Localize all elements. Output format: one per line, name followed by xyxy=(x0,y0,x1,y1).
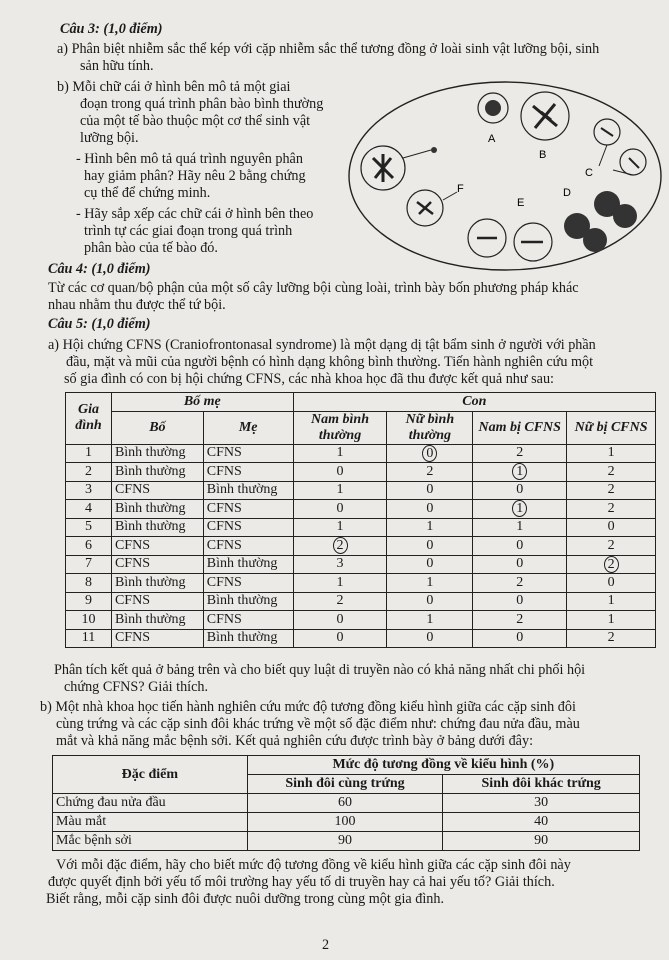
cell-fn: 0 xyxy=(387,592,473,611)
cell-fs: 2 xyxy=(567,500,656,519)
cell-id: 10 xyxy=(66,611,112,630)
q3-b-line: lưỡng bội. xyxy=(80,130,139,146)
table-row xyxy=(66,537,656,556)
q3-b1-line: cụ thể để chứng minh. xyxy=(84,185,211,201)
page-number: 2 xyxy=(322,937,330,953)
cell-ms: 1 xyxy=(473,463,567,482)
table-header-row xyxy=(53,756,640,775)
cell-ms: 0 xyxy=(473,481,567,500)
q3-b-line: b) Mỗi chữ cái ở hình bên mô tả một giai xyxy=(57,79,291,95)
q5-a-after-line: chứng CFNS? Giải thích. xyxy=(64,679,209,695)
cell-fs: 2 xyxy=(567,555,656,574)
cell-fn: 0 xyxy=(387,555,473,574)
cell-father: Bình thường xyxy=(111,444,203,463)
cell-ms: 0 xyxy=(473,537,567,556)
q3-b2-line: trình tự các giai đoạn trong quá trình xyxy=(84,223,293,239)
cell-mn: 2 xyxy=(293,537,387,556)
cell-mother: Bình thường xyxy=(203,592,293,611)
cell-mn: 1 xyxy=(293,481,387,500)
q4-title: Câu 4: (1,0 điểm) xyxy=(48,261,151,277)
q5-title: Câu 5: (1,0 điểm) xyxy=(48,316,151,332)
q3-b2-line: - Hãy sắp xếp các chữ cái ở hình bên theo xyxy=(76,206,314,222)
q3-a-line2: sản hữu tính. xyxy=(80,58,154,74)
q3-b-line: đoạn trong quá trình phân bào bình thường xyxy=(80,96,324,112)
cell-fs: 2 xyxy=(567,537,656,556)
cell-fs: 0 xyxy=(567,518,656,537)
cell-ms: 1 xyxy=(473,500,567,519)
table-row xyxy=(66,555,656,574)
cell-fn: 0 xyxy=(387,444,473,463)
q5-b-after-line: được quyết định bởi yếu tố môi trường hay yếu tố di truyền hay cả hai yếu tố? Giải thích. xyxy=(48,874,555,890)
cell-fn: 0 xyxy=(387,537,473,556)
cell-identical: 60 xyxy=(247,794,443,813)
cell-father: Bình thường xyxy=(111,611,203,630)
cell-c-icon xyxy=(585,119,646,179)
cell-mother: Bình thường xyxy=(203,555,293,574)
q4-line: Từ các cơ quan/bộ phận của một số cây lưỡng bội cùng loài, trình bày bốn phương pháp khác xyxy=(48,280,579,296)
cell-ms: 2 xyxy=(473,611,567,630)
q5-b-line: mắt và khả năng mắc bệnh sởi. Kết quả nghiên cứu được trình bày ở bảng dưới đây: xyxy=(56,733,534,749)
cell-left-icon xyxy=(361,146,437,190)
table-row xyxy=(66,574,656,593)
cell-mn: 0 xyxy=(293,500,387,519)
cell-mother: CFNS xyxy=(203,574,293,593)
cell-mn: 0 xyxy=(293,463,387,482)
table-row xyxy=(66,611,656,630)
cell-d-icon xyxy=(563,187,637,252)
table-row xyxy=(53,832,640,851)
figure-label-f: F xyxy=(457,183,464,195)
table-row xyxy=(66,444,656,463)
q3-b-line: của một tế bào thuộc một cơ thể sinh vật xyxy=(80,113,311,129)
cell-fn: 0 xyxy=(387,481,473,500)
cell-fs: 0 xyxy=(567,574,656,593)
cell-fn: 1 xyxy=(387,574,473,593)
table-row xyxy=(66,592,656,611)
cell-father: CFNS xyxy=(111,537,203,556)
cell-id: 9 xyxy=(66,592,112,611)
twins-table xyxy=(52,755,640,851)
head-fraternal: Sinh đôi khác trứng xyxy=(443,775,640,794)
cell-fn: 0 xyxy=(387,629,473,648)
head-identical: Sinh đôi cùng trứng xyxy=(247,775,443,794)
q3-b1-line: hay giảm phân? Hãy nêu 2 bằng chứng xyxy=(84,168,306,184)
cell-id: 6 xyxy=(66,537,112,556)
cell-ms: 2 xyxy=(473,444,567,463)
q3-a-line1: a) Phân biệt nhiễm sắc thể kép với cặp nhiễm sắc thể tương đồng ở loài sinh vật lưỡng bội, sinh xyxy=(57,41,600,57)
head-trait: Đặc điểm xyxy=(53,756,248,794)
cell-father: CFNS xyxy=(111,481,203,500)
cell-identical: 90 xyxy=(247,832,443,851)
q5-a-line: đầu, mặt và mũi của người bệnh có hình dạng không bình thường. Tiến hành nghiên cứu một xyxy=(66,354,594,370)
head-children: Con xyxy=(293,393,655,412)
cell-id: 5 xyxy=(66,518,112,537)
cell-father: Bình thường xyxy=(111,518,203,537)
cell-father: Bình thường xyxy=(111,500,203,519)
cell-ms: 2 xyxy=(473,574,567,593)
cell-trait: Chứng đau nửa đầu xyxy=(53,794,248,813)
cell-mn: 0 xyxy=(293,611,387,630)
table-row xyxy=(66,518,656,537)
cell-fraternal: 90 xyxy=(443,832,640,851)
cell-father: CFNS xyxy=(111,555,203,574)
q5-b-line: b) Một nhà khoa học tiến hành nghiên cứu mức độ tương đồng kiểu hình giữa các cặp sinh đôi xyxy=(40,699,576,715)
head-mother: Mẹ xyxy=(203,411,293,444)
q4-line: nhau nhằm thu được thể tứ bội. xyxy=(48,297,226,313)
table-row xyxy=(53,813,640,832)
cell-mn: 2 xyxy=(293,592,387,611)
cell-mother: CFNS xyxy=(203,500,293,519)
cell-id: 2 xyxy=(66,463,112,482)
table-row xyxy=(53,794,640,813)
cell-father: Bình thường xyxy=(111,574,203,593)
head-female-sick: Nữ bị CFNS xyxy=(567,411,656,444)
head-male-normal: Nam bình thường xyxy=(293,411,387,444)
head-family: Gia đình xyxy=(66,393,112,445)
cell-fs: 2 xyxy=(567,463,656,482)
cell-ms: 0 xyxy=(473,555,567,574)
head-level: Mức độ tương đồng về kiểu hình (%) xyxy=(247,756,639,775)
q3-b1-line: - Hình bên mô tả quá trình nguyên phân xyxy=(76,151,303,167)
cell-id: 1 xyxy=(66,444,112,463)
cell-mn: 3 xyxy=(293,555,387,574)
cell-fraternal: 40 xyxy=(443,813,640,832)
cell-mn: 0 xyxy=(293,629,387,648)
cell-identical: 100 xyxy=(247,813,443,832)
cell-ms: 0 xyxy=(473,629,567,648)
figure-label-d: D xyxy=(563,187,571,199)
cell-mn: 1 xyxy=(293,574,387,593)
cell-f-icon xyxy=(407,183,464,226)
cell-id: 8 xyxy=(66,574,112,593)
head-parents: Bố mẹ xyxy=(111,393,293,412)
cell-mother: Bình thường xyxy=(203,481,293,500)
cell-father: CFNS xyxy=(111,592,203,611)
table-subheader-row xyxy=(66,411,656,444)
head-male-sick: Nam bị CFNS xyxy=(473,411,567,444)
head-female-normal: Nữ bình thường xyxy=(387,411,473,444)
cell-fn: 1 xyxy=(387,611,473,630)
cell-mother: CFNS xyxy=(203,444,293,463)
table-header-row xyxy=(66,393,656,412)
cell-ms: 0 xyxy=(473,592,567,611)
cell-mother: CFNS xyxy=(203,463,293,482)
cell-a-icon xyxy=(478,93,508,145)
q5-b-line: cùng trứng và các cặp sinh đôi khác trứng về một số đặc điểm như: chứng đau nửa đầu, màu xyxy=(56,716,580,732)
table-row xyxy=(66,500,656,519)
cell-father: CFNS xyxy=(111,629,203,648)
cfns-table xyxy=(65,392,656,648)
cell-mother: Bình thường xyxy=(203,629,293,648)
figure-label-e: E xyxy=(517,197,525,209)
cell-mother: CFNS xyxy=(203,611,293,630)
cell-fs: 2 xyxy=(567,629,656,648)
q3-b2-line: phân bào của tế bào đó. xyxy=(84,240,218,256)
cell-id: 7 xyxy=(66,555,112,574)
cell-fs: 1 xyxy=(567,611,656,630)
table-row xyxy=(66,463,656,482)
cell-division-figure xyxy=(345,78,667,274)
cell-fs: 2 xyxy=(567,481,656,500)
figure-label-c: C xyxy=(585,167,593,179)
q5-a-line: a) Hội chứng CFNS (Craniofrontonasal syndrome) là một dạng dị tật bẩm sinh ở người với phần xyxy=(48,337,596,353)
q5-b-after-line: Biết rằng, mỗi cặp sinh đôi được nuôi dưỡng trong cùng một gia đình. xyxy=(46,891,445,907)
cell-mother: CFNS xyxy=(203,537,293,556)
cell-b-icon xyxy=(521,92,569,161)
cell-fn: 0 xyxy=(387,500,473,519)
head-father: Bố xyxy=(111,411,203,444)
cell-fn: 2 xyxy=(387,463,473,482)
cell-e-icon xyxy=(468,197,552,261)
cell-fraternal: 30 xyxy=(443,794,640,813)
cell-trait: Mắc bệnh sởi xyxy=(53,832,248,851)
cell-trait: Màu mắt xyxy=(53,813,248,832)
cell-fs: 1 xyxy=(567,444,656,463)
figure-label-a: A xyxy=(488,133,496,145)
cell-id: 11 xyxy=(66,629,112,648)
cell-fs: 1 xyxy=(567,592,656,611)
table-row xyxy=(66,481,656,500)
cell-mother: CFNS xyxy=(203,518,293,537)
q5-a-after-line: Phân tích kết quả ở bảng trên và cho biết quy luật di truyền nào có khả năng nhất chi phối hội xyxy=(54,662,586,678)
cell-fn: 1 xyxy=(387,518,473,537)
cell-ms: 1 xyxy=(473,518,567,537)
cell-father: Bình thường xyxy=(111,463,203,482)
cell-id: 3 xyxy=(66,481,112,500)
q5-a-line: số gia đình có con bị hội chứng CFNS, các nhà khoa học đã thu được kết quả như sau: xyxy=(64,371,554,387)
cell-mn: 1 xyxy=(293,444,387,463)
cell-id: 4 xyxy=(66,500,112,519)
q5-b-after-line: Với mỗi đặc điểm, hãy cho biết mức độ tương đồng về kiểu hình giữa các cặp sinh đôi này xyxy=(56,857,571,873)
figure-label-b: B xyxy=(539,149,547,161)
table-row xyxy=(66,629,656,648)
q3-title: Câu 3: (1,0 điểm) xyxy=(60,21,163,37)
cell-mn: 1 xyxy=(293,518,387,537)
